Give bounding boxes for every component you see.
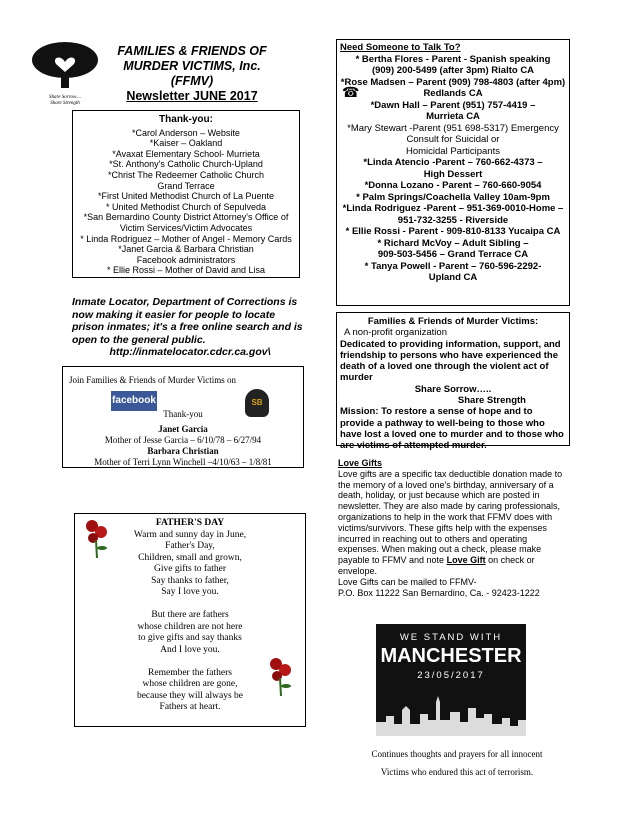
thank-you-item: *Janet Garcia & Barbara Christian	[118, 244, 254, 255]
manchester-city: MANCHESTER	[380, 645, 522, 667]
poem-line: to give gifts and say thanks	[138, 633, 242, 643]
facebook-join-box	[62, 366, 304, 468]
love-gift-note: Love Gift	[446, 555, 486, 566]
poem-title: FATHER'S DAY	[155, 518, 225, 528]
fathers-day-poem-box	[74, 513, 306, 727]
tree-heart-logo-icon	[30, 40, 100, 90]
share-strength: Share Strength	[457, 395, 526, 407]
poem-line	[75, 599, 305, 611]
manchester-top-text: WE STAND WITH	[399, 632, 503, 643]
mission-statement: Mission: To restore a sense of hope and to provide a pathway to well-being to those who have lost a loved one to murder and to those who are victims of attempted murder.	[340, 406, 564, 452]
manchester-date: 23/05/2017	[417, 670, 485, 681]
poem-line: because they will always be	[136, 690, 244, 701]
contact-line: 909-503-5456 – Grand Terrace CA	[377, 249, 529, 260]
poem-line: But there are fathers	[151, 610, 229, 620]
admin-desc-2: Mother of Terri Lynn Winchell –4/10/63 – 1/8/81	[94, 457, 272, 467]
mission-box	[336, 312, 570, 452]
contact-line: * Ellie Rossi - Parent - 909-810-8133 Yucaipa CA	[345, 226, 561, 237]
inmate-locator-text: Inmate Locator, Department of Corrections is now making it easier for people to locate prison inmates; it's a free online search and is open to the general public.	[72, 296, 303, 346]
contact-line: High Dessert	[423, 168, 483, 180]
contact-line: *Dawn Hall – Parent (951) 757-4419 –	[370, 99, 536, 111]
manchester-caption	[340, 745, 574, 781]
join-thanks: Thank-you	[163, 409, 203, 419]
poem-line: Children, small and grown,	[138, 552, 242, 563]
contact-line: * Richard McVoy – Adult Sibling –	[377, 237, 529, 249]
org-name-line2: MURDER VICTIMS, Inc.	[123, 59, 261, 73]
ffmv-logo	[30, 40, 100, 106]
love-gifts-text-2: on check or envelope.	[338, 555, 535, 576]
newsletter-title: Newsletter JUNE 2017	[126, 89, 258, 103]
contact-line: * Palm Springs/Coachella Valley 10am-9pm	[356, 191, 550, 203]
caption-line-1: Continues thoughts and prayers for all innocent	[371, 749, 543, 759]
poem-line: Remember the fathers	[148, 667, 232, 678]
contact-line: * Bertha Flores - Parent - Spanish speaking	[355, 53, 551, 65]
sb-badge-icon: SB	[245, 389, 269, 417]
contact-line: *Mary Stewart -Parent (951 698-5317) Emergency	[347, 122, 559, 134]
thank-you-item: *St. Anthony's Catholic Church-Upland	[109, 159, 263, 170]
admin-desc-1: Mother of Jesse Garcia – 6/10/78 – 6/27/94	[104, 435, 262, 445]
thank-you-box	[72, 110, 300, 278]
poem-line: Say I love you.	[161, 587, 219, 597]
newsletter-header	[112, 44, 272, 104]
love-gifts-section	[338, 458, 570, 598]
thank-you-title: Thank-you:	[159, 114, 213, 125]
inmate-locator-notice	[72, 296, 308, 359]
contact-line: Homicidal Participants	[406, 145, 500, 157]
org-name-line1: FAMILIES & FRIENDS OF	[117, 44, 267, 58]
thank-you-item: *San Bernardino County District Attorney's Office of	[83, 212, 289, 223]
contact-line: (909) 200-5499 (after 3pm) Rialto CA	[371, 65, 535, 76]
join-line: Join Families & Friends of Murder Victims on	[69, 375, 237, 385]
love-gifts-title: Love Gifts	[338, 458, 383, 468]
poem-line: Father's Day,	[165, 541, 215, 551]
thank-you-item: Facebook administrators	[136, 254, 236, 265]
poem-body	[75, 530, 305, 714]
caption-line-2: Victims who endured this act of terrorism.	[380, 767, 534, 777]
contacts-title: Need Someone to Talk To?	[340, 42, 461, 53]
poem-line: And I love you.	[160, 644, 220, 655]
contacts-list	[340, 54, 566, 284]
poem-line: Say thanks to father,	[151, 575, 229, 586]
phone-icon: ☎	[342, 84, 360, 100]
thank-you-item: *Kaiser – Oakland	[149, 138, 223, 149]
contacts-box	[336, 39, 570, 306]
share-sorrow: Share Sorrow…..	[414, 383, 492, 395]
contact-line: Upland CA	[428, 272, 478, 283]
thank-you-item: *Christ The Redeemer Catholic Church	[108, 169, 264, 180]
poem-line: Give gifts to father	[153, 564, 227, 574]
contact-line: *Linda Atencio -Parent – 760-662-4373 –	[363, 157, 543, 168]
skyline-icon	[376, 688, 526, 736]
poem-line: Warm and sunny day in June,	[133, 529, 247, 540]
contact-line: *Linda Rodriguez -Parent – 951-369-0010-Home –	[342, 203, 564, 214]
thank-you-item: *First United Methodist Church of La Puente	[97, 191, 275, 202]
love-gifts-address: P.O. Box 11222 San Bernardino, Ca. - 92423-1222	[338, 587, 540, 598]
love-gifts-text: Love gifts are a specific tax deductible donation made to the memory of a loved one's birthday, anniversary of a death, holiday, or just because which are posted in newsletter. They are also made by caring professionals, organizations to help in the work that FFMV does with victims/survivors. These gifts help with the expenses incurred in reaching out to others and operating expenses. When making out a check, please make payable to FFMV and note	[338, 468, 563, 566]
mission-desc: Dedicated to providing information, support, and friendship to persons who have experienced the death of a loved one through the violent act of murder	[340, 338, 561, 384]
contact-line: *Rose Madsen – Parent (909) 798-4803 (after 4pm)	[340, 76, 566, 88]
admin-name-1: Janet Garcia	[158, 424, 208, 434]
contact-line: Redlands CA	[423, 88, 483, 99]
mission-org-sub: A non-profit organization	[344, 327, 447, 339]
logo-tagline-1: Share Sorrow....	[49, 95, 81, 100]
contact-line: *Donna Lozano - Parent – 760-660-9054	[364, 180, 542, 191]
contact-line: 951-732-3255 - Riverside	[397, 214, 509, 226]
thank-you-item: *Carol Anderson – Website	[132, 127, 240, 138]
poem-line: whose children are not here	[137, 621, 243, 632]
mission-org-title: Families & Friends of Murder Victims:	[367, 316, 539, 327]
contact-line: Consult for Suicidal or	[406, 134, 500, 145]
love-gifts-body	[338, 469, 570, 577]
logo-tagline-2: Share Strength	[50, 101, 80, 106]
thank-you-item: * Linda Rodriguez – Mother of Angel - Memory Cards	[80, 233, 292, 244]
org-abbr: (FFMV)	[170, 74, 214, 88]
poem-line	[75, 656, 305, 668]
thank-you-list	[73, 128, 299, 276]
inmate-locator-url[interactable]: http://inmatelocator.cdcr.ca.gov\	[109, 346, 271, 358]
admin-name-2: Barbara Christian	[147, 446, 219, 456]
facebook-logo-icon[interactable]: facebook	[111, 391, 157, 411]
thank-you-item: * United Methodist Church of Sepulveda	[105, 201, 267, 212]
love-gifts-mail: Love Gifts can be mailed to FFMV-	[338, 576, 477, 587]
thank-you-item: * Ellie Rossi – Mother of David and Lisa	[106, 265, 266, 276]
manchester-image	[376, 624, 526, 736]
contact-line: Murrieta CA	[426, 111, 480, 122]
thank-you-item: *Avaxat Elementary School- Murrieta	[112, 148, 260, 159]
contact-line: * Tanya Powell - Parent – 760-596-2292-	[364, 260, 542, 272]
thank-you-item: Grand Terrace	[157, 180, 215, 191]
thank-you-item: Victim Services/Victim Advocates	[119, 222, 253, 233]
poem-line: whose children are gone,	[142, 679, 238, 689]
poem-line: Fathers at heart.	[159, 702, 221, 712]
